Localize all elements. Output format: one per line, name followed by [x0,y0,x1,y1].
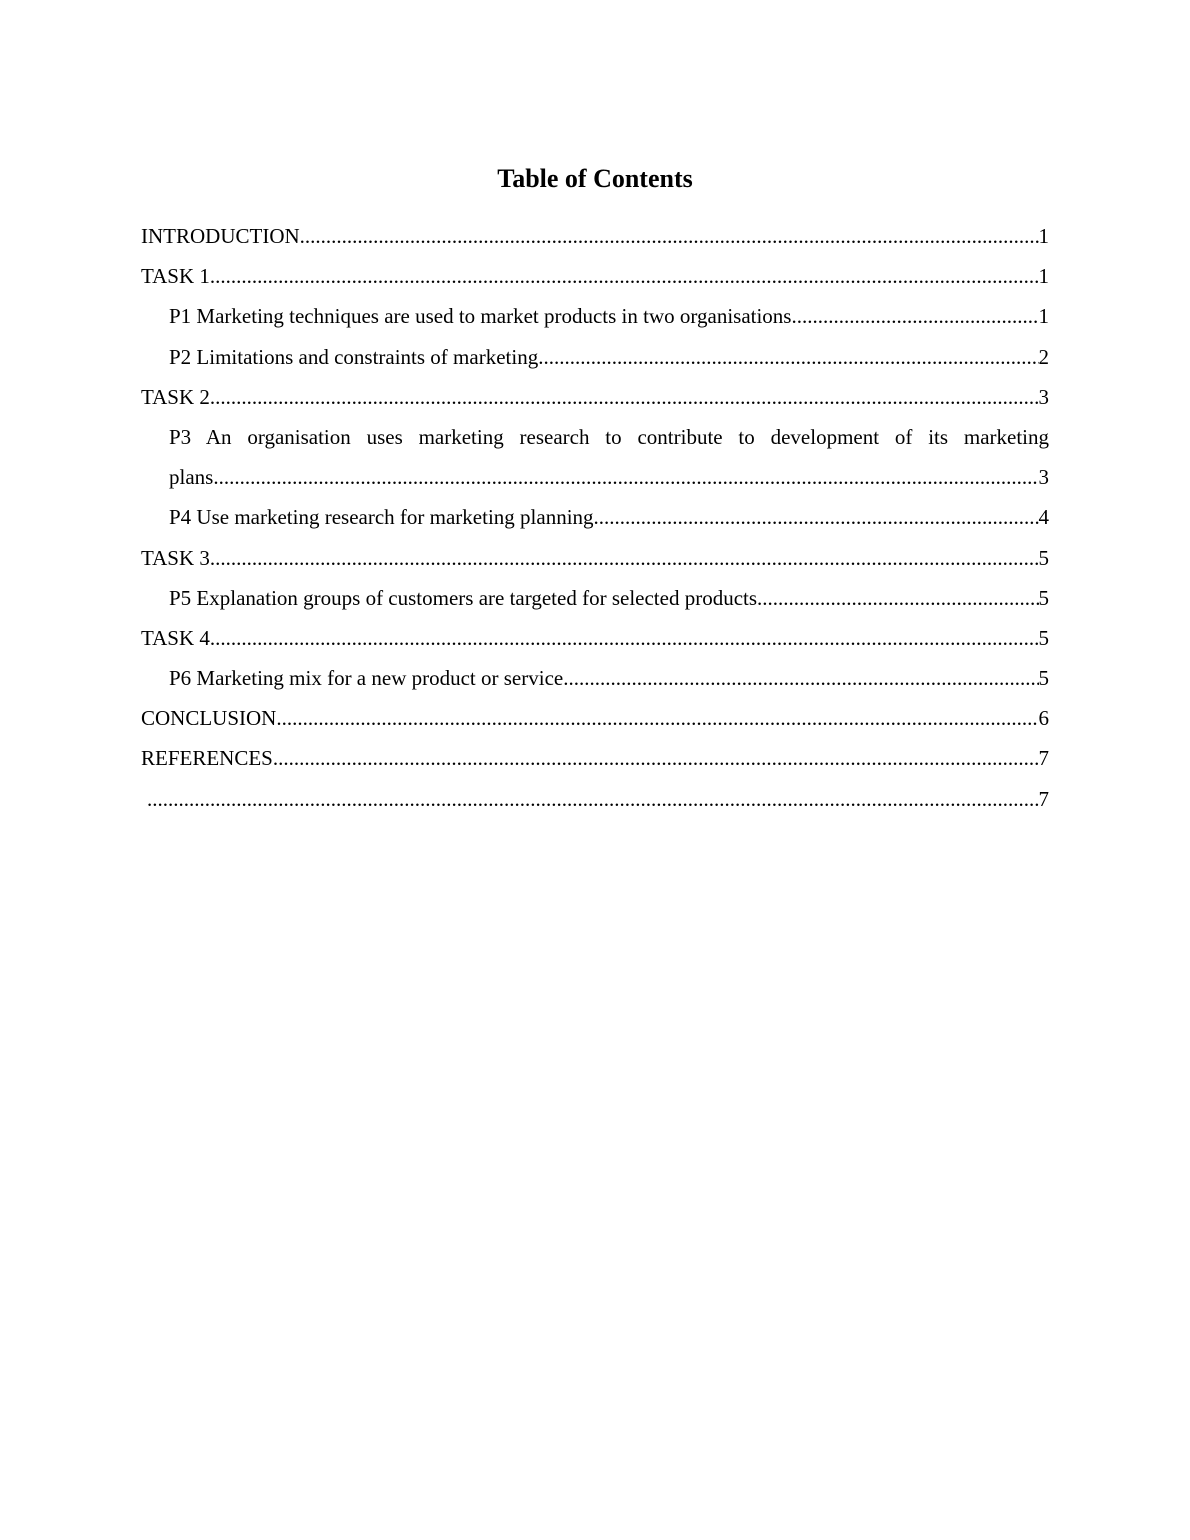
toc-entry-p1[interactable] [141,296,1049,336]
toc-entry-label: TASK 2 [141,384,210,409]
toc-entry-second-line [169,457,1049,497]
toc-entry-label-line1: P3 An organisation uses marketing research to contribute to development of its marketing [169,424,1049,449]
toc-entry-unlabeled[interactable] [141,779,1049,819]
dot-leader [594,497,1039,537]
toc-page-number: 3 [1038,384,1049,409]
toc-entry-task-3[interactable] [141,538,1049,578]
toc-entry-label: P6 Marketing mix for a new product or service [169,666,564,691]
dot-leader [213,457,1038,497]
dot-leader [791,296,1038,336]
dot-leader [538,337,1038,377]
toc-entry-task-1[interactable] [141,256,1049,296]
toc-entry-label: REFERENCES [141,746,273,771]
toc-entry-task-4[interactable] [141,618,1049,658]
dot-leader [757,578,1038,618]
dot-leader [300,216,1039,256]
dot-leader [147,779,1039,819]
toc-entry-p3[interactable] [141,417,1049,497]
dot-leader [276,698,1038,738]
toc-entry-p6[interactable] [141,658,1049,698]
toc-page-number: 7 [1038,786,1049,811]
toc-page-number: 6 [1038,706,1049,731]
dot-leader [563,658,1038,698]
toc-page-number: 5 [1038,666,1049,691]
toc-entry-label: CONCLUSION [141,706,277,731]
toc-entry-references[interactable] [141,738,1049,778]
toc-entry-introduction[interactable] [141,216,1049,256]
toc-page-number: 7 [1038,746,1049,771]
toc-entry-p2[interactable] [141,337,1049,377]
toc-entry-label: P5 Explanation groups of customers are targeted for selected products [169,585,758,610]
dot-leader [210,618,1039,658]
toc-entry-task-2[interactable] [141,377,1049,417]
toc-entry-label-line2: plans [169,465,214,490]
dot-leader [210,256,1039,296]
toc-entry-label: P4 Use marketing research for marketing planning [169,505,594,530]
toc-entry-conclusion[interactable] [141,698,1049,738]
toc-page-number: 5 [1038,545,1049,570]
toc-list [141,216,1049,819]
dot-leader [210,538,1039,578]
toc-page-number: 5 [1038,585,1049,610]
toc-entry-label: TASK 1 [141,264,210,289]
toc-entry-p5[interactable] [141,578,1049,618]
toc-page-number: 4 [1038,505,1049,530]
toc-entry-label: TASK 4 [141,625,210,650]
toc-title: Table of Contents [497,164,693,193]
dot-leader [273,738,1039,778]
toc-page-number: 1 [1038,264,1049,289]
toc-entry-label: TASK 3 [141,545,210,570]
toc-entry-label: INTRODUCTION [141,224,300,248]
toc-page-number: 1 [1038,224,1049,248]
toc-page-number: 5 [1038,625,1049,650]
toc-entry-label: P1 Marketing techniques are used to market products in two organisations [169,304,792,329]
toc-page-number: 3 [1038,465,1049,490]
toc-page-number: 2 [1038,344,1049,369]
toc-entry-p4[interactable] [141,497,1049,537]
toc-entry-label: P2 Limitations and constraints of marketing [169,344,539,369]
toc-page-number: 1 [1038,304,1049,329]
dot-leader [210,377,1039,417]
